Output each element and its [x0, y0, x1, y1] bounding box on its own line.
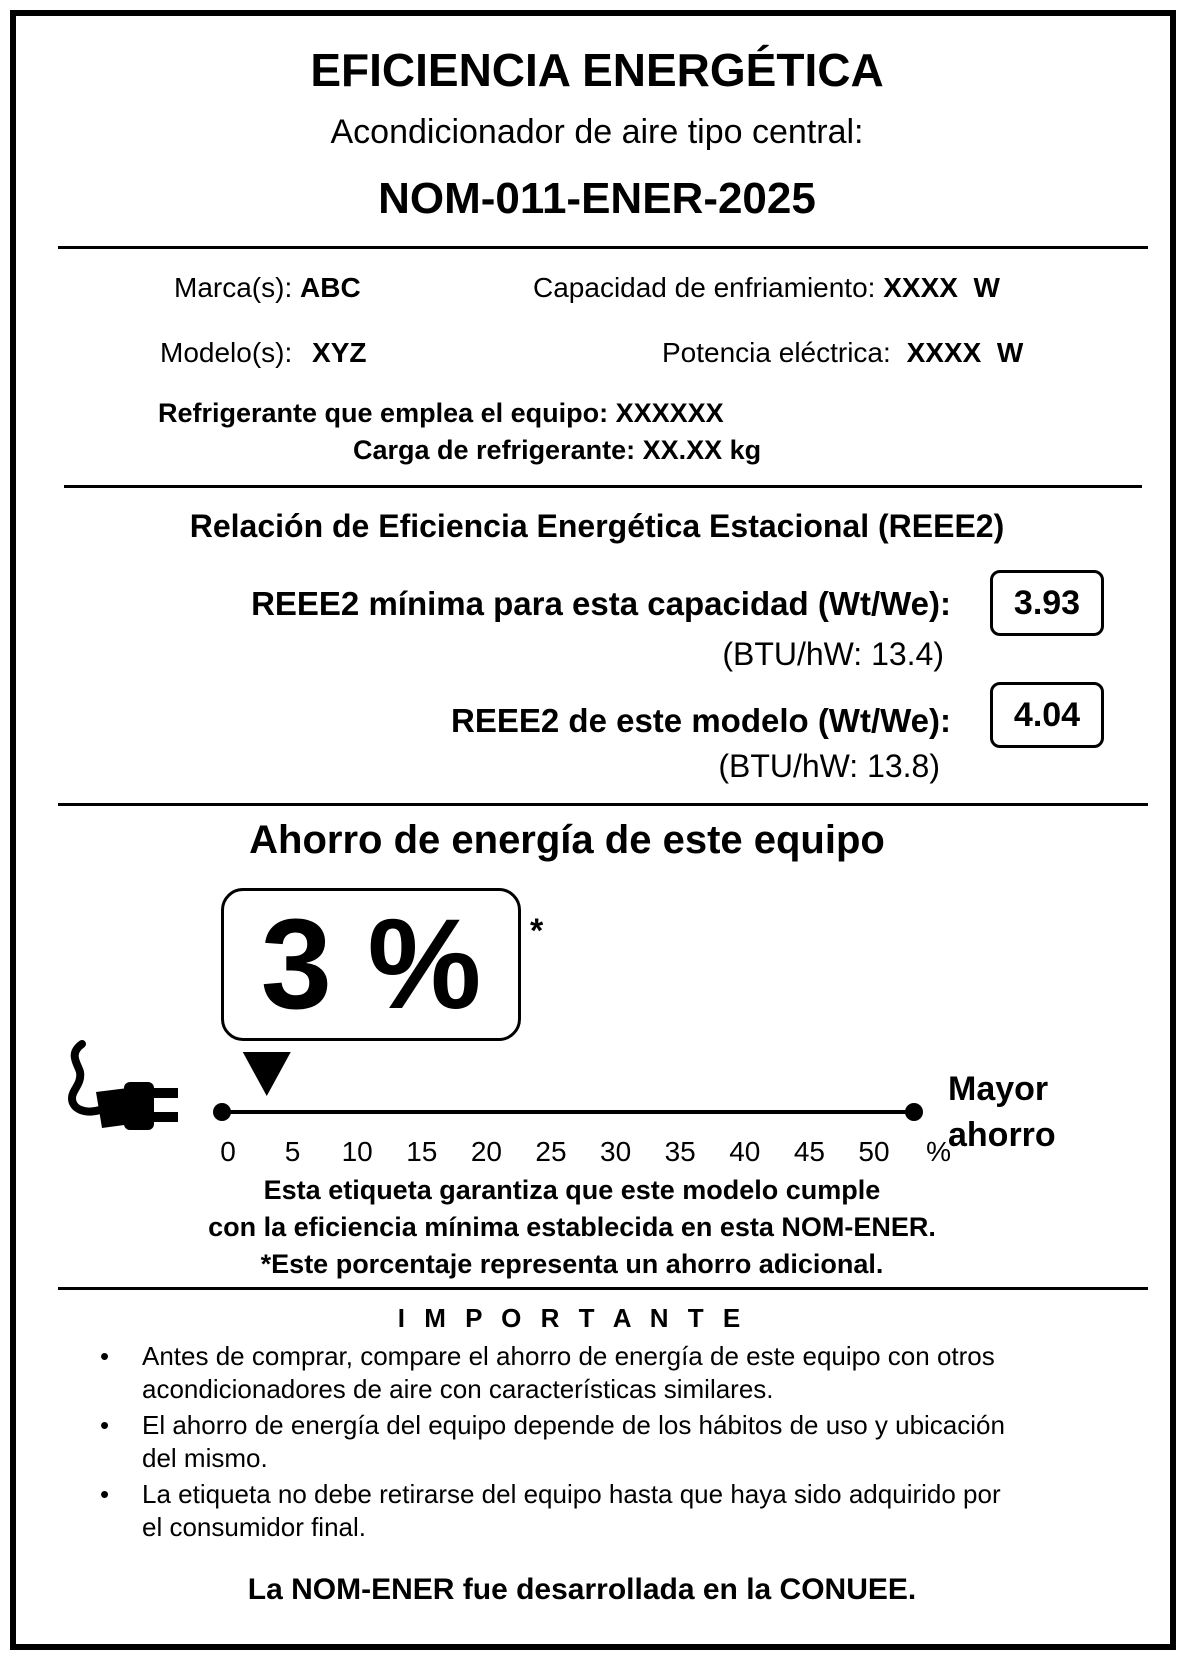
scale-tick-label: 15 — [406, 1136, 438, 1167]
scale-tick-label: % — [926, 1136, 952, 1167]
modelo-label: Modelo(s): — [160, 337, 293, 368]
important-list — [100, 1340, 1120, 1544]
list-item — [100, 1409, 1120, 1475]
important-heading: I M P O R T A N T E — [397, 1303, 747, 1333]
savings-percent: 3 % — [260, 892, 482, 1036]
norm-code: NOM-011-ENER-2025 — [378, 174, 816, 223]
scale-start-dot — [213, 1103, 231, 1121]
list-item-line: el consumidor final. — [142, 1512, 366, 1542]
reee-min-label: REEE2 mínima para esta capacidad (Wt/We): — [251, 585, 951, 622]
mayor-ahorro-line1: Mayor — [948, 1070, 1049, 1108]
potencia-row — [662, 337, 1023, 369]
scale-end-dot — [905, 1103, 923, 1121]
capacidad-value: XXXX W — [883, 272, 1000, 303]
label-title: EFICIENCIA ENERGÉTICA — [310, 44, 884, 96]
reee-model-btu: (BTU/hW: 13.8) — [718, 748, 940, 784]
list-item — [100, 1340, 1120, 1406]
label-subtitle: Acondicionador de aire tipo central: — [330, 113, 864, 151]
carga-line: Carga de refrigerante: XX.XX kg — [353, 435, 762, 465]
note-line1: Esta etiqueta garantiza que este modelo cumple — [263, 1175, 881, 1205]
list-item-line: El ahorro de energía del equipo depende de los hábitos de uso y ubicación — [142, 1410, 1005, 1440]
savings-marker — [243, 1052, 291, 1096]
scale-tick-label: 25 — [535, 1136, 567, 1167]
refrigerante-line: Refrigerante que emplea el equipo: XXXXXX — [158, 398, 724, 428]
marca-value: ABC — [300, 272, 361, 303]
mayor-ahorro-line2: ahorro — [948, 1116, 1056, 1154]
potencia-value: XXXX W — [906, 337, 1024, 368]
list-item-line: del mismo. — [142, 1443, 268, 1473]
scale-tick-label: 30 — [600, 1136, 632, 1167]
list-item-line: Antes de comprar, compare el ahorro de energía de este equipo con otros — [142, 1341, 995, 1371]
scale-tick-label: 35 — [664, 1136, 696, 1167]
savings-asterisk: * — [530, 912, 544, 950]
bullet: • — [100, 1341, 110, 1371]
scale-tick-label: 0 — [220, 1136, 236, 1167]
scale-tick-label: 10 — [341, 1136, 373, 1167]
scale-tick-label: 5 — [284, 1136, 301, 1167]
scale-tick-label: 20 — [470, 1136, 502, 1167]
bullet: • — [100, 1479, 110, 1509]
divider — [64, 485, 1142, 488]
savings-percent-box — [221, 888, 521, 1041]
list-item-line: La etiqueta no debe retirarse del equipo hasta que haya sido adquirido por — [142, 1479, 1001, 1509]
note-line2: con la eficiencia mínima establecida en esta NOM-ENER. — [208, 1212, 936, 1242]
divider — [58, 803, 1148, 806]
divider — [58, 1287, 1148, 1290]
modelo-row — [160, 337, 367, 369]
savings-heading: Ahorro de energía de este equipo — [249, 818, 885, 862]
reee-model-label: REEE2 de este modelo (Wt/We): — [451, 702, 951, 739]
reee-min-value: 3.93 — [1013, 583, 1081, 622]
scale-tick-label: 45 — [793, 1136, 825, 1167]
note-line3: *Este porcentaje representa un ahorro adicional. — [260, 1249, 884, 1279]
reee-model-value-box — [990, 682, 1104, 748]
footer-note: La NOM-ENER fue desarrollada en la CONUEE. — [247, 1573, 917, 1606]
capacidad-row — [533, 272, 1000, 304]
reee-heading: Relación de Eficiencia Energética Estacional (REEE2) — [189, 508, 1005, 544]
capacidad-label: Capacidad de enfriamiento: — [533, 272, 876, 303]
modelo-value: XYZ — [312, 337, 367, 368]
marca-label: Marca(s): — [174, 272, 293, 303]
potencia-label: Potencia eléctrica: — [662, 337, 891, 368]
divider — [58, 246, 1148, 249]
bullet: • — [100, 1410, 110, 1440]
reee-min-value-box — [990, 570, 1104, 636]
list-item-line: acondicionadores de aire con características similares. — [142, 1374, 774, 1404]
marca-row — [174, 272, 361, 304]
scale-tick-label: 40 — [729, 1136, 761, 1167]
reee-model-value: 4.04 — [1013, 695, 1081, 734]
list-item — [100, 1478, 1120, 1544]
reee-min-btu: (BTU/hW: 13.4) — [722, 636, 944, 672]
scale-tick-label: 50 — [858, 1136, 890, 1167]
